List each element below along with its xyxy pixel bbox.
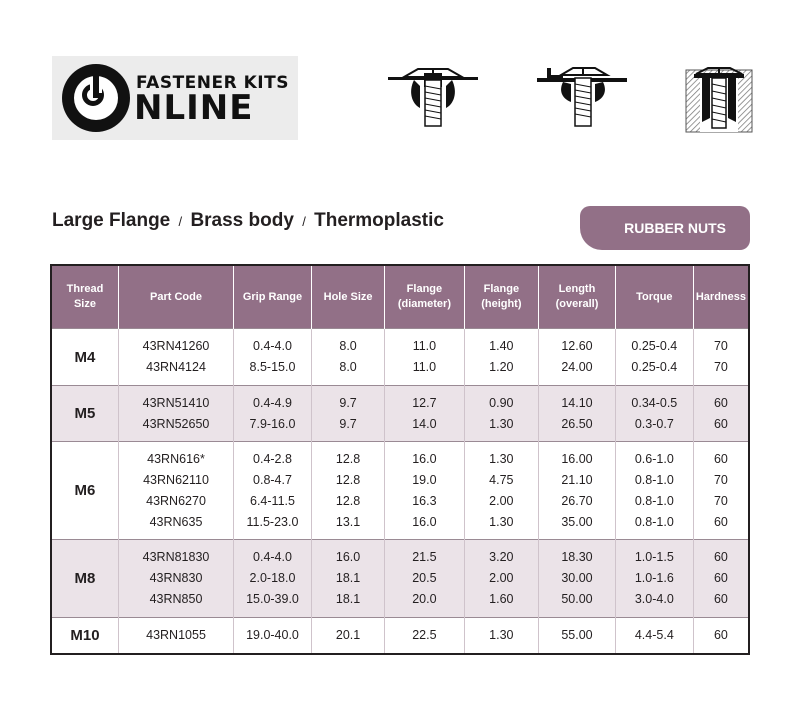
rubber-nut-diagram-compressed bbox=[533, 64, 631, 130]
flange-height-value: 3.20 bbox=[489, 550, 514, 564]
part-code-value: 43RN6270 bbox=[146, 493, 206, 508]
table-row bbox=[51, 442, 749, 540]
hardness-cell bbox=[693, 540, 749, 618]
flange-diameter-value: 21.5 bbox=[412, 550, 437, 564]
header-label: (height) bbox=[481, 298, 522, 310]
length-value: 55.00 bbox=[561, 627, 593, 642]
length-value: 24.00 bbox=[561, 360, 593, 374]
logo-text-bottom: NLINE bbox=[134, 88, 254, 128]
flange-diameter-value: 16.0 bbox=[412, 451, 437, 466]
part-code-cell bbox=[118, 540, 233, 618]
flange-diameter-value: 19.0 bbox=[412, 472, 437, 487]
flange-height-cell bbox=[464, 540, 539, 618]
length-value: 50.00 bbox=[561, 592, 593, 606]
grip-range-value: 0.4-4.9 bbox=[253, 395, 292, 410]
torque-value: 0.34-0.5 bbox=[631, 395, 678, 410]
thread-size-cell: M8 bbox=[51, 540, 118, 618]
hardness-value: 60 bbox=[713, 550, 728, 564]
hole-size-cell bbox=[311, 442, 384, 540]
hole-size-value: 16.0 bbox=[335, 550, 361, 564]
flange-diameter-value: 12.7 bbox=[412, 395, 437, 410]
length-value: 21.10 bbox=[561, 472, 593, 487]
header-label: Thread bbox=[66, 283, 104, 295]
header-label: Flange bbox=[406, 283, 443, 295]
flange-diameter-value: 11.0 bbox=[412, 360, 437, 374]
part-code-value: 43RN4124 bbox=[146, 360, 206, 374]
grip-range-value: 0.4-4.0 bbox=[253, 339, 292, 353]
length-cell bbox=[539, 540, 616, 618]
torque-cell bbox=[615, 618, 693, 654]
grip-range-value: 19.0-40.0 bbox=[246, 627, 299, 642]
table-row bbox=[51, 386, 749, 442]
torque-value: 0.3-0.7 bbox=[634, 416, 674, 431]
hardness-value: 60 bbox=[713, 514, 728, 529]
hardness-cell bbox=[693, 618, 749, 654]
torque-value: 1.0-1.5 bbox=[634, 550, 674, 564]
header-flange-height bbox=[464, 265, 539, 329]
flange-height-value: 1.30 bbox=[489, 627, 514, 642]
part-code-value: 43RN51410 bbox=[142, 395, 210, 410]
flange-diameter-value: 20.0 bbox=[412, 592, 437, 606]
torque-cell bbox=[615, 386, 693, 442]
flange-height-value: 1.30 bbox=[489, 451, 514, 466]
flange-diameter-cell bbox=[385, 329, 464, 386]
hole-size-value: 9.7 bbox=[339, 416, 357, 431]
torque-value: 0.8-1.0 bbox=[634, 493, 674, 508]
table-row bbox=[51, 540, 749, 618]
flange-height-cell bbox=[464, 386, 539, 442]
hole-size-value: 9.7 bbox=[339, 395, 357, 410]
thread-size-cell: M6 bbox=[74, 482, 96, 499]
hole-size-cell bbox=[311, 540, 384, 618]
flange-height-value: 2.00 bbox=[489, 493, 514, 508]
flange-diameter-cell bbox=[385, 442, 464, 540]
flange-diameter-value: 16.3 bbox=[412, 493, 437, 508]
part-code-cell bbox=[118, 329, 233, 386]
length-value: 12.60 bbox=[561, 339, 593, 353]
hole-size-value: 8.0 bbox=[339, 360, 357, 374]
length-value: 35.00 bbox=[561, 514, 593, 529]
part-code-value: 43RN41260 bbox=[142, 339, 210, 353]
flange-height-value: 1.40 bbox=[489, 339, 514, 353]
flange-diameter-value: 11.0 bbox=[412, 339, 437, 353]
flange-height-value: 0.90 bbox=[489, 395, 514, 410]
header-label: Flange bbox=[483, 283, 520, 295]
part-code-value: 43RN635 bbox=[149, 514, 203, 529]
grip-range-cell bbox=[234, 540, 312, 618]
length-cell bbox=[539, 618, 616, 654]
grip-range-value: 2.0-18.0 bbox=[249, 571, 296, 585]
logo-text-top: FASTENER KITS bbox=[136, 73, 289, 93]
flange-height-value: 4.75 bbox=[489, 472, 514, 487]
torque-value: 0.25-0.4 bbox=[631, 360, 678, 374]
hardness-value: 60 bbox=[713, 416, 728, 431]
hardness-value: 60 bbox=[713, 592, 728, 606]
hardness-value: 70 bbox=[713, 339, 728, 353]
hole-size-cell bbox=[311, 329, 384, 386]
part-code-value: 43RN616* bbox=[147, 451, 205, 466]
hardness-value: 70 bbox=[713, 360, 728, 374]
part-code-value: 43RN52650 bbox=[142, 416, 210, 431]
length-value: 16.00 bbox=[561, 451, 593, 466]
grip-range-value: 0.8-4.7 bbox=[253, 472, 292, 487]
header-label: Length bbox=[558, 283, 596, 295]
torque-value: 0.8-1.0 bbox=[634, 472, 674, 487]
product-heading bbox=[52, 210, 444, 232]
power-icon bbox=[62, 64, 130, 132]
flange-height-cell bbox=[464, 442, 539, 540]
grip-range-value: 7.9-16.0 bbox=[249, 416, 296, 431]
length-cell bbox=[539, 386, 616, 442]
hardness-value: 60 bbox=[713, 395, 728, 410]
flange-height-cell bbox=[464, 618, 539, 654]
grip-range-cell bbox=[234, 329, 312, 386]
flange-height-cell bbox=[464, 329, 539, 386]
torque-cell bbox=[615, 329, 693, 386]
length-value: 26.70 bbox=[561, 493, 593, 508]
hole-size-value: 18.1 bbox=[335, 571, 361, 585]
header-part-code bbox=[118, 265, 233, 329]
flange-diameter-value: 14.0 bbox=[412, 416, 437, 431]
hardness-cell bbox=[693, 442, 749, 540]
heading-thermoplastic: Thermoplastic bbox=[314, 210, 444, 231]
header-label: (overall) bbox=[555, 298, 599, 310]
part-code-cell bbox=[118, 618, 233, 654]
header-length-overall bbox=[539, 265, 616, 329]
part-code-value: 43RN830 bbox=[149, 571, 203, 585]
hardness-value: 60 bbox=[713, 451, 728, 466]
grip-range-value: 0.4-2.8 bbox=[253, 451, 292, 466]
length-cell bbox=[539, 442, 616, 540]
torque-value: 4.4-5.4 bbox=[634, 627, 674, 642]
header-label: Hardness bbox=[695, 290, 746, 303]
flange-height-value: 1.60 bbox=[489, 592, 514, 606]
length-cell bbox=[539, 329, 616, 386]
grip-range-cell bbox=[234, 618, 312, 654]
flange-diameter-value: 22.5 bbox=[412, 627, 437, 642]
flange-diameter-cell bbox=[385, 540, 464, 618]
flange-height-value: 2.00 bbox=[489, 571, 514, 585]
heading-brass-body: Brass body bbox=[190, 210, 294, 231]
hardness-value: 60 bbox=[713, 627, 728, 642]
grip-range-value: 6.4-11.5 bbox=[250, 493, 295, 508]
part-code-value: 43RN81830 bbox=[142, 550, 210, 564]
header-hole-size bbox=[311, 265, 384, 329]
hole-size-value: 13.1 bbox=[335, 514, 361, 529]
grip-range-value: 15.0-39.0 bbox=[246, 592, 299, 606]
torque-value: 3.0-4.0 bbox=[634, 592, 674, 606]
torque-value: 1.0-1.6 bbox=[634, 571, 674, 585]
header-label: Torque bbox=[636, 290, 673, 303]
hole-size-value: 8.0 bbox=[339, 339, 357, 353]
grip-range-value: 0.4-4.0 bbox=[253, 550, 292, 564]
header-label: Part Code bbox=[150, 290, 202, 303]
part-code-value: 43RN62110 bbox=[143, 472, 209, 487]
fastener-kits-online-logo bbox=[52, 56, 298, 140]
part-code-cell bbox=[118, 386, 233, 442]
hardness-cell bbox=[693, 386, 749, 442]
hole-size-cell bbox=[311, 386, 384, 442]
flange-diameter-value: 20.5 bbox=[412, 571, 437, 585]
part-code-cell bbox=[118, 442, 233, 540]
torque-value: 0.6-1.0 bbox=[634, 451, 674, 466]
thread-size-cell: M10 bbox=[70, 626, 100, 644]
table-row bbox=[51, 618, 749, 654]
flange-height-value: 1.20 bbox=[489, 360, 514, 374]
length-value: 14.10 bbox=[561, 395, 593, 410]
hole-size-value: 12.8 bbox=[335, 493, 361, 508]
header-torque bbox=[615, 265, 693, 329]
hardness-value: 70 bbox=[713, 472, 728, 487]
hole-size-value: 18.1 bbox=[335, 592, 361, 606]
header-label: Size bbox=[73, 298, 96, 310]
torque-cell bbox=[615, 540, 693, 618]
grip-range-cell bbox=[234, 442, 312, 540]
hardness-cell bbox=[693, 329, 749, 386]
table-row bbox=[51, 329, 749, 386]
length-value: 30.00 bbox=[561, 571, 593, 585]
hole-size-value: 12.8 bbox=[335, 451, 361, 466]
table-header-row bbox=[51, 265, 749, 329]
torque-value: 0.25-0.4 bbox=[631, 339, 678, 353]
hole-size-value: 20.1 bbox=[335, 627, 361, 642]
header-label: Grip Range bbox=[242, 290, 303, 303]
flange-diameter-cell bbox=[385, 386, 464, 442]
length-value: 18.30 bbox=[561, 550, 593, 564]
hardness-value: 70 bbox=[713, 493, 728, 508]
header-grip-range bbox=[234, 265, 312, 329]
rubber-nut-spec-table bbox=[50, 264, 750, 655]
torque-value: 0.8-1.0 bbox=[634, 514, 674, 529]
part-code-value: 43RN850 bbox=[149, 592, 203, 606]
flange-diameter-cell bbox=[385, 618, 464, 654]
thread-size-cell: M5 bbox=[51, 386, 118, 442]
header-label: (diameter) bbox=[397, 298, 451, 310]
length-value: 26.50 bbox=[561, 416, 593, 431]
rubber-nuts-badge: RUBBER NUTS bbox=[580, 206, 750, 250]
header-thread-size bbox=[51, 265, 118, 329]
rubber-nut-diagram-inserted bbox=[384, 64, 482, 130]
flange-height-value: 1.30 bbox=[489, 514, 514, 529]
rubber-nut-diagram-blind-hole bbox=[684, 64, 754, 134]
torque-cell bbox=[615, 442, 693, 540]
thread-size-cell: M4 bbox=[74, 348, 96, 366]
heading-separator: / bbox=[178, 214, 183, 229]
grip-range-value: 11.5-23.0 bbox=[246, 514, 299, 529]
heading-large-flange: Large Flange bbox=[52, 210, 171, 231]
hole-size-value: 12.8 bbox=[335, 472, 361, 487]
flange-height-value: 1.30 bbox=[489, 416, 514, 431]
header-label: Hole Size bbox=[323, 290, 373, 303]
flange-diameter-value: 16.0 bbox=[412, 514, 437, 529]
part-code-value: 43RN1055 bbox=[146, 627, 206, 642]
heading-separator: / bbox=[302, 214, 306, 229]
grip-range-value: 8.5-15.0 bbox=[249, 360, 296, 374]
grip-range-cell bbox=[234, 386, 312, 442]
header-hardness bbox=[693, 265, 749, 329]
header-flange-diameter bbox=[385, 265, 464, 329]
hole-size-cell bbox=[311, 618, 384, 654]
hardness-value: 60 bbox=[713, 571, 728, 585]
